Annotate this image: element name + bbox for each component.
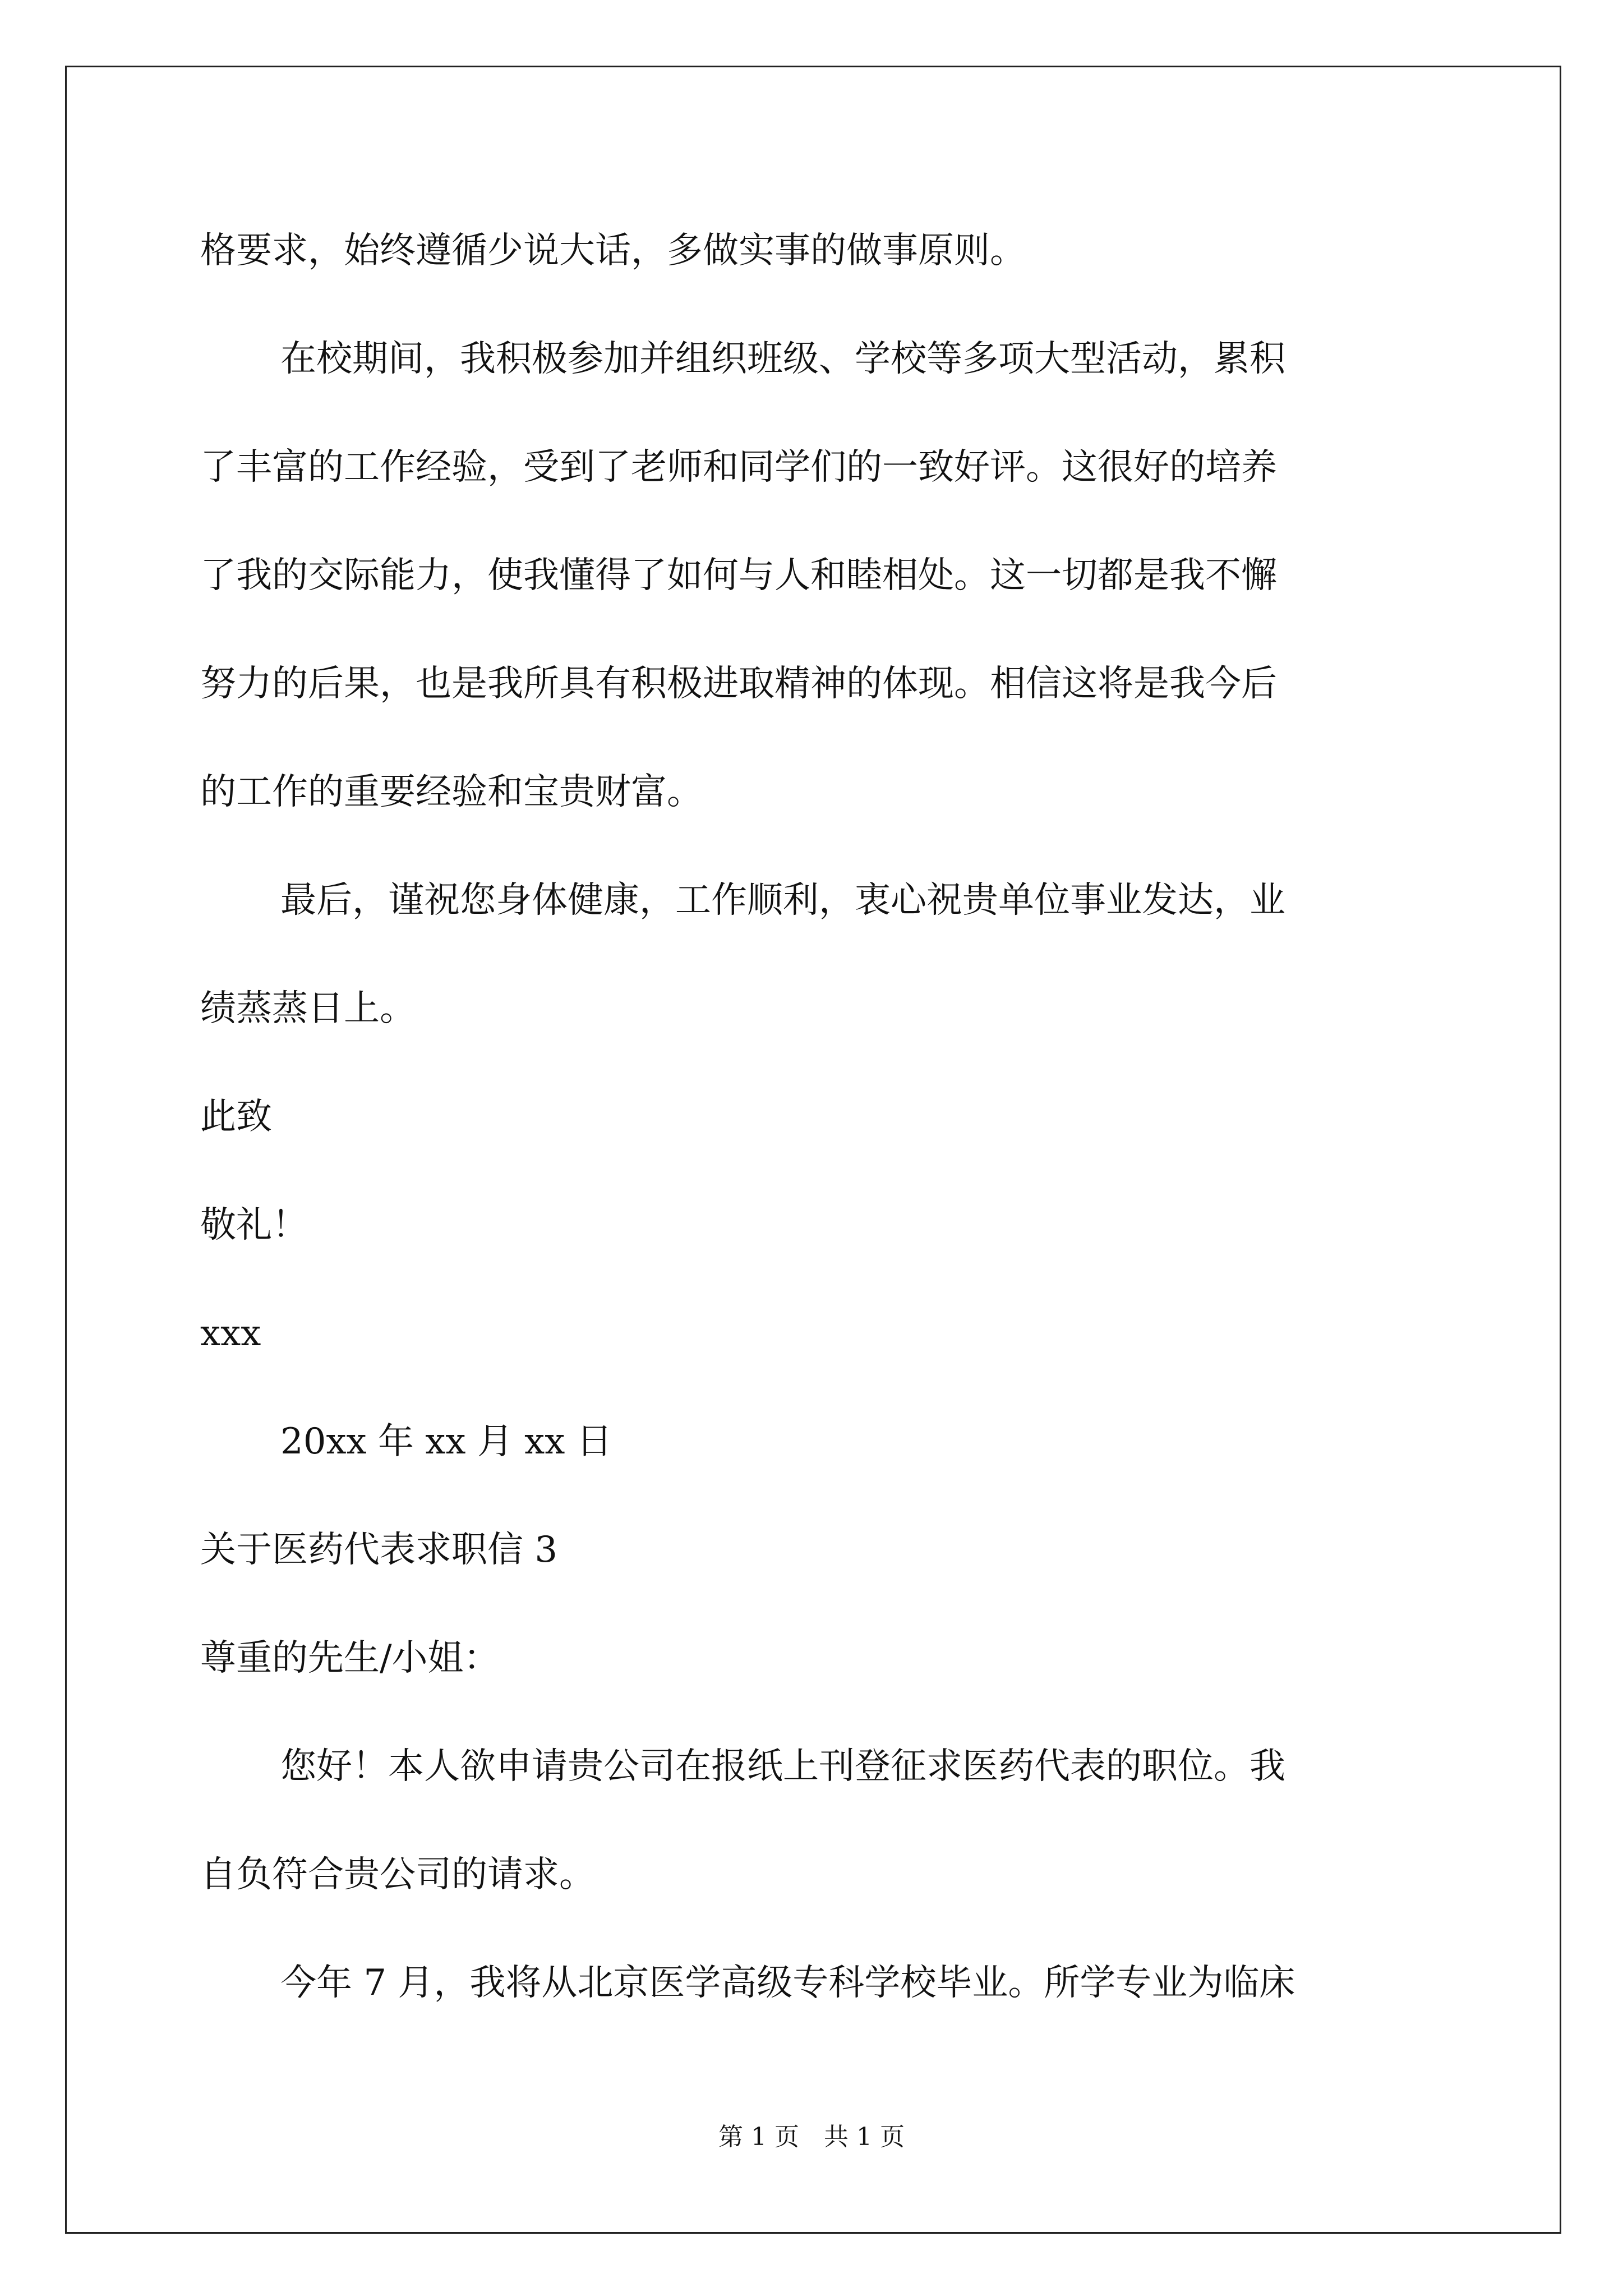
letter-greeting: 尊重的先生/小姐：: [200, 1637, 500, 1679]
text-line: 了我的交际能力，使我懂得了如何与人和睦相处。这一切都是我不懈: [200, 555, 1277, 596]
signature-date: 20xx 年 xx 月 xx 日: [280, 1421, 612, 1462]
text-line: 今年 7 月，我将从北京医学高级专科学校毕业。所学专业为临床: [280, 1962, 1295, 2004]
text-line: 您好！本人欲申请贵公司在报纸上刊登征求医药代表的职位。我: [280, 1746, 1285, 1787]
signature-name: xxx: [200, 1313, 261, 1354]
text-line: 自负符合贵公司的请求。: [200, 1854, 595, 1895]
page-border: [65, 66, 1561, 2234]
text-line: 最后，谨祝您身体健康，工作顺利，衷心祝贵单位事业发达，业: [280, 880, 1285, 921]
page-number-footer: 第 1 页 共 1 页: [718, 2123, 905, 2151]
text-line: 努力的后果，也是我所具有积极进取精神的体现。相信这将是我今后: [200, 663, 1277, 705]
text-line: 的工作的重要经验和宝贵财富。: [200, 771, 703, 813]
text-line: 了丰富的工作经验，受到了老师和同学们的一致好评。这很好的培养: [200, 447, 1277, 488]
text-line: 格要求，始终遵循少说大话，多做实事的做事原则。: [200, 230, 1026, 272]
text-line: 绩蒸蒸日上。: [200, 988, 416, 1029]
closing-regards: 敬礼！: [200, 1204, 308, 1246]
closing-salutation: 此致: [200, 1096, 272, 1138]
text-line: 在校期间，我积极参加并组织班级、学校等多项大型活动，累积: [280, 338, 1285, 380]
section-title: 关于医药代表求职信 3: [200, 1529, 558, 1571]
